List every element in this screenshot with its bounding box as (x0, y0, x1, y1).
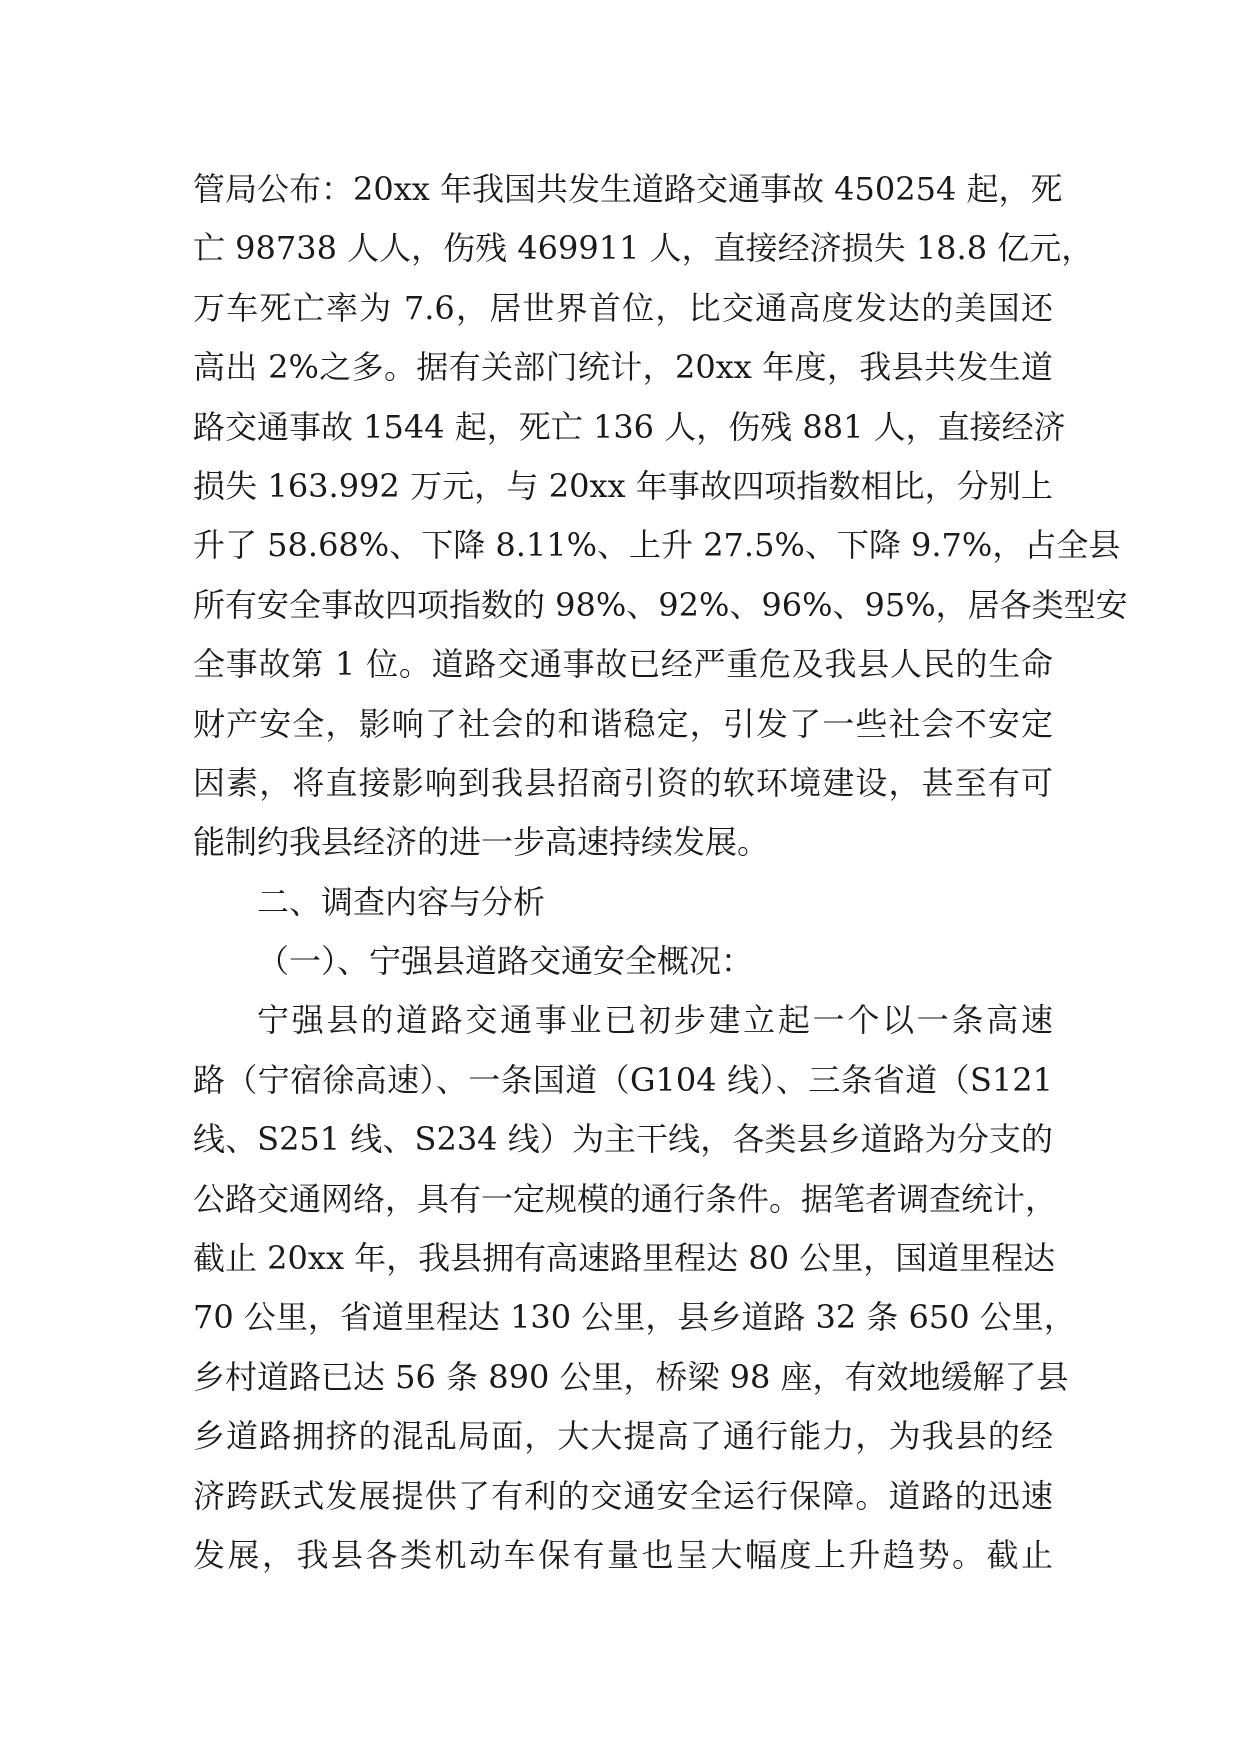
text-line: 财产安全，影响了社会的和谐稳定，引发了一些社会不安定 (193, 704, 1053, 743)
text-line: 升了 58.68%、下降 8.11%、上升 27.5%、下降 9.7%，占全县 (193, 526, 1121, 565)
text-line: 线、S251 线、S234 线）为主干线，各类县乡道路为分支的 (193, 1120, 1053, 1159)
document-body (193, 160, 1128, 1585)
text-line: 损失 163.992 万元，与 20xx 年事故四项指数相比，分别上 (193, 466, 1053, 505)
text-line: 济跨跃式发展提供了有利的交通安全运行保障。道路的迅速 (193, 1476, 1053, 1515)
text-line: 全事故第 1 位。道路交通事故已经严重危及我县人民的生命 (193, 645, 1053, 684)
text-line: 路（宁宿徐高速）、一条国道（G104 线）、三条省道（S121 (193, 1060, 1053, 1099)
section-heading: 二、调查内容与分析 (257, 882, 546, 921)
text-line: 亡 98738 人人，伤残 469911 人，直接经济损失 18.8 亿元， (193, 229, 1094, 268)
text-line: 截止 20xx 年，我县拥有高速路里程达 80 公里，国道里程达 (193, 1239, 1056, 1278)
text-line: 能制约我县经济的进一步高速持续发展。 (193, 823, 770, 862)
text-line: 管局公布：20xx 年我国共发生道路交通事故 450254 起，死 (193, 170, 1063, 208)
text-line: 高出 2%之多。据有关部门统计，20xx 年度，我县共发生道 (193, 348, 1053, 387)
text-line: 因素，将直接影响到我县招商引资的软环境建设，甚至有可 (193, 763, 1053, 802)
text-line: 乡村道路已达 56 条 890 公里，桥梁 98 座，有效地缓解了县 (193, 1357, 1069, 1396)
text-line: 路交通事故 1544 起，死亡 136 人，伤残 881 人，直接经济 (193, 407, 1066, 446)
text-line: 所有安全事故四项指数的 98%、92%、96%、95%，居各类型安 (193, 585, 1128, 624)
text-line: 万车死亡率为 7.6，居世界首位，比交通高度发达的美国还 (193, 288, 1053, 327)
text-line: 公路交通网络，具有一定规模的通行条件。据笔者调查统计， (193, 1179, 1058, 1218)
text-line: 乡道路拥挤的混乱局面，大大提高了通行能力，为我县的经 (193, 1417, 1053, 1456)
text-line: 发展，我县各类机动车保有量也呈大幅度上升趋势。截止 (193, 1535, 1053, 1574)
subsection-heading: （一）、宁强县道路交通安全概况： (257, 942, 754, 981)
text-line: 宁强县的道路交通事业已初步建立起一个以一条高速 (257, 1001, 1053, 1040)
text-line: 70 公里，省道里程达 130 公里，县乡道路 32 条 650 公里， (193, 1298, 1076, 1337)
